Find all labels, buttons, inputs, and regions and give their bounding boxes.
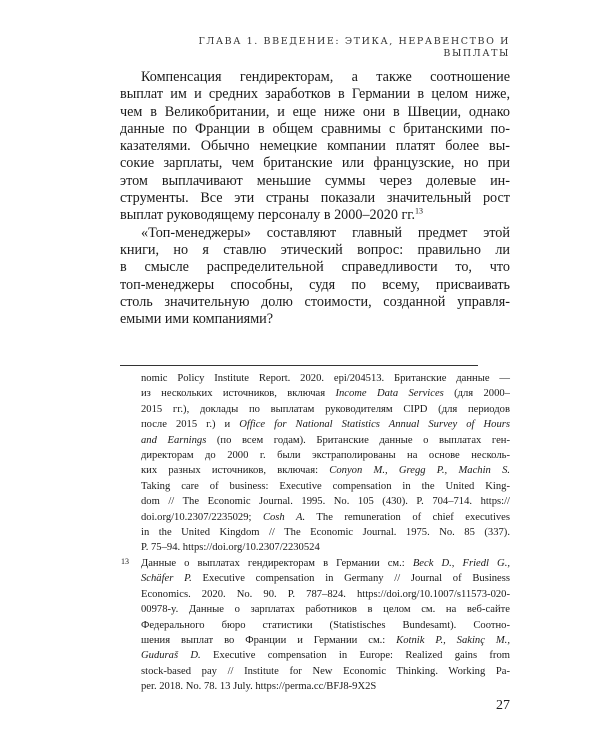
text-line xyxy=(120,173,510,190)
text-segment: чем в Великобритании, и еще ниже они в Швеции, однако xyxy=(120,103,510,120)
footnote-line xyxy=(141,417,510,432)
text-segment: в смысле распределительной справедливости то, что xyxy=(120,259,510,276)
text-segment: 2015 гг.), доклады по выплатам руководителям CIPD (для периодов xyxy=(141,403,510,415)
text-segment: топ-менеджеры способны, судя по всему, присваивать xyxy=(120,276,510,293)
footnote-line xyxy=(141,402,510,417)
footnote-line xyxy=(141,448,510,463)
text-segment: Компенсация гендиректорам, а также соотношение xyxy=(141,69,510,85)
text-segment: Executive compensation in Germany // Journal of Business xyxy=(191,573,511,585)
text-segment: столь значительную долю стоимости, созданной управля- xyxy=(120,293,510,310)
footnote-line xyxy=(141,648,510,663)
text-segment: doi.org/10.2307/2235029; xyxy=(141,511,263,523)
footnote-ref: 13 xyxy=(415,206,424,216)
text-line xyxy=(120,190,510,207)
italic-text: Kotnik P., Sakinç M., xyxy=(396,634,510,646)
italic-text: Office for National Statistics Annual Survey of Hours xyxy=(239,419,510,431)
footnote-line xyxy=(141,510,510,525)
text-segment: выплат им и средних заработков в Германии в целом ниже, xyxy=(120,86,510,103)
text-segment: nomic Policy Institute Report. 2020. epi/204513. Британские данные — xyxy=(141,373,510,384)
footnote-divider xyxy=(120,365,478,366)
text-line xyxy=(120,259,510,276)
text-segment: сокие зарплаты, чем британские или французские, но при xyxy=(120,155,510,172)
text-segment: dom // The Economic Journal. 1995. No. 105 (430). P. 704–714. https:// xyxy=(141,496,510,508)
footnote-line xyxy=(141,433,510,448)
text-line xyxy=(120,138,510,155)
footnote-line xyxy=(141,371,510,386)
text-line xyxy=(120,277,510,294)
text-line xyxy=(120,121,510,138)
footnote-number: 13 xyxy=(121,556,129,566)
italic-text: and Earnings xyxy=(141,434,207,446)
text-segment: «Топ-менеджеры» составляют главный предмет этой xyxy=(141,224,510,241)
italic-text: Beck D., Friedl G., xyxy=(412,557,510,569)
italic-text: Conyon M., Gregg P., Machin S. xyxy=(329,465,511,477)
footnote-line xyxy=(141,525,510,540)
text-segment: (по всем годам). Британские данные о выплатах ген- xyxy=(206,434,511,446)
text-line xyxy=(120,104,510,121)
footnote-line xyxy=(141,618,510,633)
text-segment: Taking care of business: Executive compensation in the United King- xyxy=(141,480,510,492)
page-number: 27 xyxy=(496,698,510,713)
footnote-line xyxy=(141,571,510,586)
italic-text: Income Data Services xyxy=(335,388,444,400)
footnote-line xyxy=(141,386,510,401)
footnote-line xyxy=(141,679,510,694)
text-segment: 00978-y. Данные о зарплатах работников в целом см. на веб-сайте xyxy=(141,604,510,616)
footnote-line xyxy=(121,556,510,571)
text-segment: данные по Франции в общем сравнимы с британскими по- xyxy=(120,120,510,137)
footnote-line xyxy=(141,633,510,648)
text-segment: из нескольких источников, включая xyxy=(141,388,336,400)
text-segment: шения выплат во Франции и Германии см.: xyxy=(141,634,397,646)
text-line xyxy=(120,225,510,242)
text-line xyxy=(120,155,510,172)
text-segment: Федерального бюро статистики (Statistisches Bundesamt). Соотно- xyxy=(141,619,510,631)
text-segment: ких разных источников, включая: xyxy=(141,465,330,477)
text-line xyxy=(120,242,510,259)
footnote-line xyxy=(141,540,510,555)
text-line xyxy=(120,294,510,311)
footnote-line xyxy=(141,602,510,617)
text-segment: емыми ими компаниями? xyxy=(120,311,274,328)
text-segment: (для 2000– xyxy=(443,388,510,400)
text-segment: in the United Kingdom // The Economic Journal. 1975. No. 85 (337). xyxy=(141,527,510,539)
footnote-line xyxy=(141,664,510,679)
footnote-line xyxy=(141,463,510,478)
text-segment: директорам до 2000 г. были экстраполированы на основе несколь- xyxy=(141,450,510,462)
text-line xyxy=(120,207,510,224)
text-segment: казателями. Обычно немецкие компании платят более вы- xyxy=(120,138,510,155)
italic-text: Cosh A. xyxy=(262,511,306,523)
text-segment: stock-based pay // Institute for New Economic Thinking. Working Pa- xyxy=(141,665,510,677)
italic-text: Guduraš D. xyxy=(141,650,201,662)
text-segment: после 2015 г.) и xyxy=(141,419,240,431)
footnote-line xyxy=(141,587,510,602)
text-line xyxy=(120,69,510,86)
text-line xyxy=(120,86,510,103)
text-segment: Данные о выплатах гендиректорам в Германии см.: xyxy=(141,557,413,569)
footnotes xyxy=(121,371,511,695)
footnote-line xyxy=(141,479,510,494)
text-segment: Economics. 2020. No. 90. P. 787–824. https://doi.org/10.1007/s11573-020- xyxy=(141,588,510,600)
text-segment: P. 75–94. https://doi.org/10.2307/2230524 xyxy=(141,542,320,554)
text-segment: Executive compensation in Europe: Realized gains from xyxy=(200,650,510,662)
text-segment: per. 2018. No. 78. 13 July. https://perma.cc/BFJ8-9X2S xyxy=(141,681,377,693)
running-header: ГЛАВА 1. ВВЕДЕНИЕ: ЭТИКА, НЕРАВЕНСТВО И ВЫПЛАТЫ xyxy=(198,36,510,59)
body-text xyxy=(120,69,510,328)
text-segment: струменты. Все эти страны показали значительный рост xyxy=(120,190,510,207)
text-segment: этом выплачивают меньшие суммы через долевые ин- xyxy=(120,172,510,189)
text-segment: The remuneration of chief executives xyxy=(305,511,511,523)
footnote-line xyxy=(141,494,510,509)
text-segment: выплат руководящему персоналу в 2000–2020 гг. xyxy=(120,207,416,224)
italic-text: Schäfer P. xyxy=(141,573,192,585)
text-segment: книги, но я ставлю этический вопрос: правильно ли xyxy=(120,241,510,258)
text-line xyxy=(120,311,510,328)
